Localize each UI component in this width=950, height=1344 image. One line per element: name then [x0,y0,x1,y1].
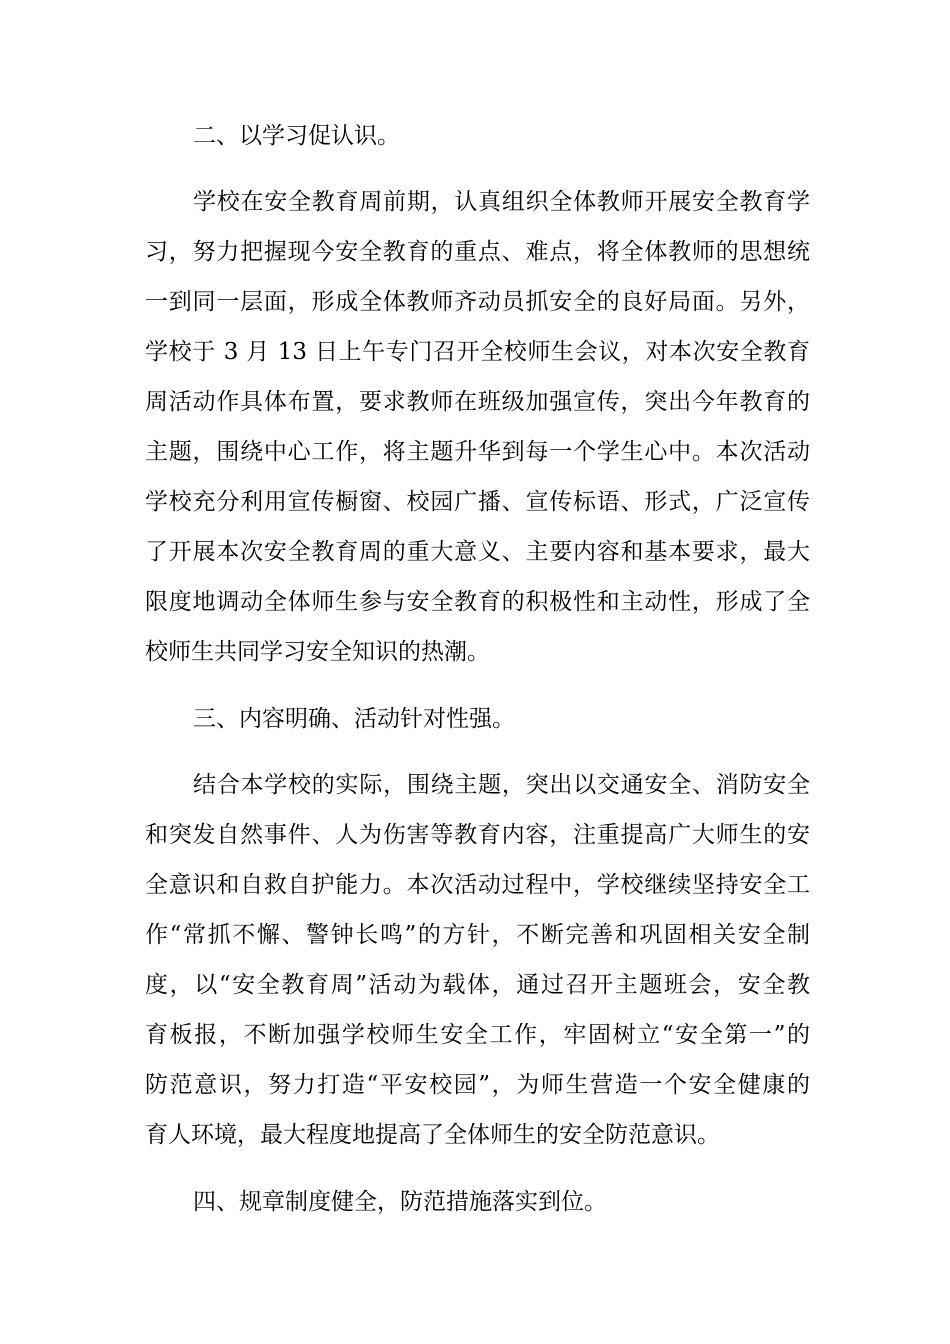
paragraph-line: 和突发自然事件、人为伤害等教育内容，注重提高广大师生的安 [145,822,810,848]
paragraph-line: 限度地调动全体师生参与安全教育的积极性和主动性，形成了全 [145,589,810,615]
paragraph-line: 学校充分利用宣传橱窗、校园广播、宣传标语、形式，广泛宣传 [145,489,810,515]
section-heading-2: 二、以学习促认识。 [193,123,400,149]
paragraph-line: 学校在安全教育周前期，认真组织全体教师开展安全教育学 [193,189,810,215]
paragraph-line: 结合本学校的实际，围绕主题，突出以交通安全、消防安全 [193,772,810,798]
section-heading-4: 四、规章制度健全，防范措施落实到位。 [193,1189,607,1215]
paragraph-line: 作“常抓不懈、警钟长鸣”的方针，不断完善和巩固相关安全制 [145,922,810,948]
section-heading-3: 三、内容明确、活动针对性强。 [193,706,515,732]
paragraph-line: 主题，围绕中心工作，将主题升华到每一个学生心中。本次活动 [145,439,810,465]
paragraph-line: 周活动作具体布置，要求教师在班级加强宣传，突出今年教育的 [145,389,810,415]
paragraph-line: 防范意识，努力打造“平安校园”，为师生营造一个安全健康的 [145,1072,810,1098]
paragraph-line: 度，以“安全教育周”活动为载体，通过召开主题班会，安全教 [145,972,810,998]
paragraph-line: 习，努力把握现今安全教育的重点、难点，将全体教师的思想统 [145,239,810,265]
paragraph-line: 校师生共同学习安全知识的热潮。 [145,639,490,665]
paragraph-line: 全意识和自救自护能力。本次活动过程中，学校继续坚持安全工 [145,872,810,898]
paragraph-line: 育板报，不断加强学校师生安全工作，牢固树立“安全第一”的 [145,1022,810,1048]
paragraph-line: 学校于 3 月 13 日上午专门召开全校师生会议，对本次安全教育 [145,339,810,365]
paragraph-line: 育人环境，最大程度地提高了全体师生的安全防范意识。 [145,1122,720,1148]
paragraph-line: 了开展本次安全教育周的重大意义、主要内容和基本要求，最大 [145,539,810,565]
paragraph-line: 一到同一层面，形成全体教师齐动员抓安全的良好局面。另外， [145,289,810,315]
